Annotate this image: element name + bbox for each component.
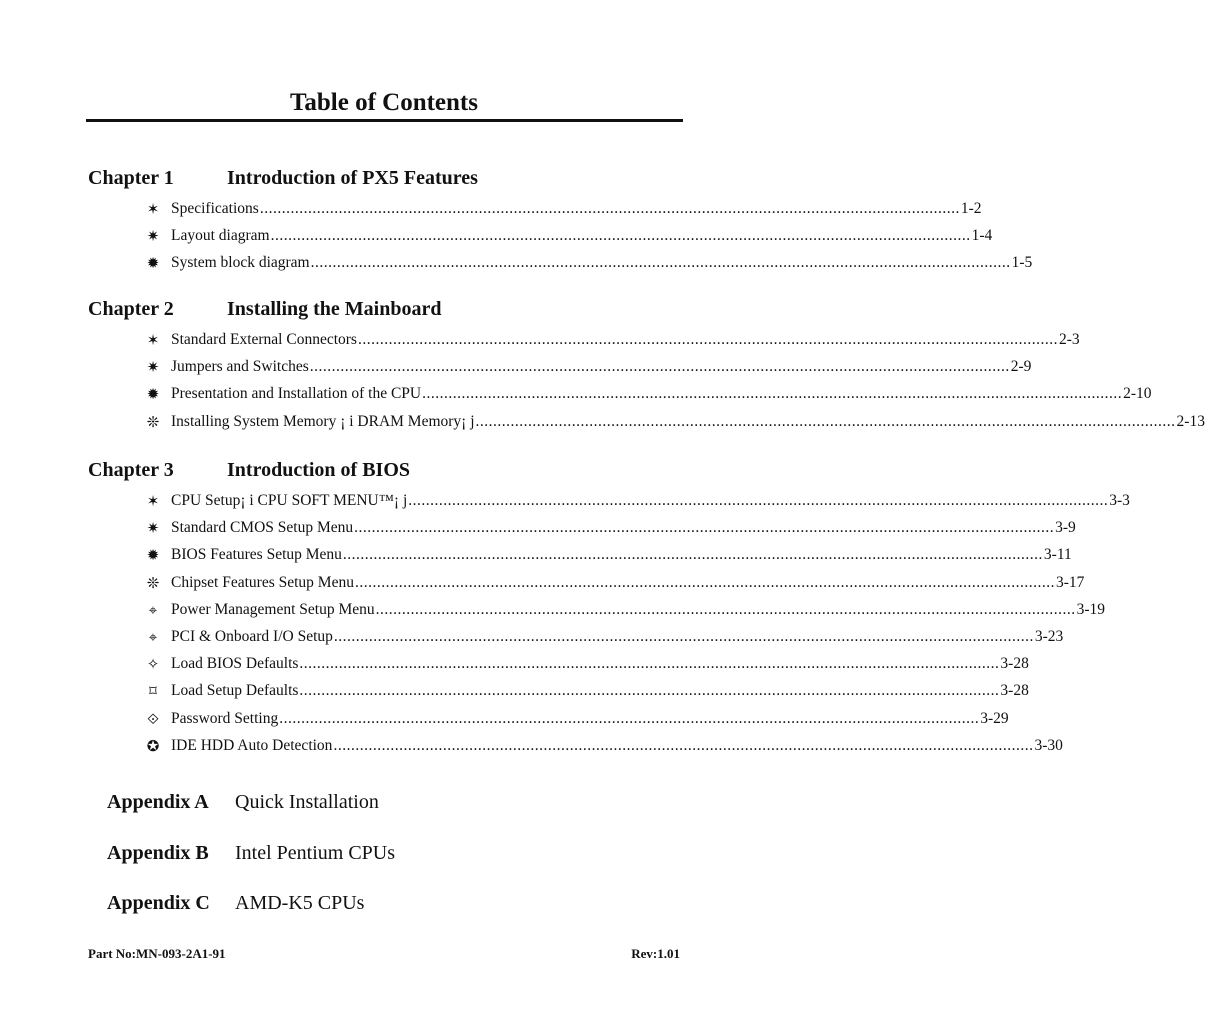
toc-entry-line [171, 226, 993, 246]
toc-entry-text: Standard External Connectors [171, 331, 357, 348]
toc-entry-text: CPU Setup¡ i CPU SOFT MENU™¡ j [171, 492, 408, 509]
toc-entry-line [171, 412, 1205, 432]
toc-entry-line [171, 518, 1076, 538]
toc-entry-text: System block diagram [171, 254, 310, 272]
toc-entry [88, 330, 1080, 357]
toc-entry-line [171, 681, 1029, 701]
toc-entry-line [171, 600, 1106, 620]
dot-leader: ................................................................................................................................................................ [259, 200, 960, 217]
appendix-entry [107, 840, 395, 866]
dot-leader: ................................................................................................................................................................ [279, 709, 980, 727]
dot-leader: ................................................................................................................................................................ [357, 331, 1058, 348]
appendix-label: Appendix B [107, 842, 209, 864]
dot-leader: ................................................................................................................................................................ [422, 385, 1123, 403]
toc-entry [88, 573, 1085, 600]
toc-entry-line [171, 736, 1063, 756]
chapter-title: Introduction of PX5 Features [227, 167, 478, 189]
four-point-star-outline-icon: ✧ [146, 655, 160, 674]
chapter-section [88, 296, 1205, 439]
toc-entry-page: 3-11 [1043, 546, 1072, 564]
dot-leader: ................................................................................................................................................................ [309, 358, 1010, 376]
toc-entry [88, 253, 1033, 280]
toc-entry [88, 545, 1072, 572]
teardrop-asterisk-icon: ❊ [146, 573, 160, 592]
toc-entry-line [171, 253, 1033, 273]
toc-entry [88, 681, 1029, 708]
toc-entry [88, 518, 1076, 545]
six-point-star-icon: ✶ [146, 492, 160, 510]
toc-entry [88, 654, 1029, 681]
toc-entry-text: Specifications [171, 200, 259, 217]
toc-entry-text: Chipset Features Setup Menu [171, 573, 354, 591]
toc-entry-page: 3-17 [1055, 573, 1085, 591]
part-number: Part No:MN-093-2A1-91 [88, 946, 226, 961]
toc-entry-page: 3-28 [1000, 682, 1029, 700]
toc-entry-page: 3-9 [1055, 519, 1076, 537]
toc-entry-line [171, 199, 982, 219]
toc-entry-line [171, 573, 1085, 593]
toc-entry-text: Load BIOS Defaults [171, 655, 299, 673]
toc-entry-page: 3-28 [1000, 655, 1029, 673]
appendix-title: Intel Pentium CPUs [235, 842, 396, 864]
appendix-entry [107, 890, 364, 916]
toc-entry-page: 3-23 [1034, 627, 1064, 645]
dot-leader: ................................................................................................................................................................ [475, 412, 1176, 430]
chapter-heading [88, 296, 683, 322]
chapter-section [88, 457, 1130, 763]
toc-entry-text: Presentation and Installation of the CPU [171, 385, 422, 403]
chapter-label: Chapter 2 [88, 298, 174, 320]
toc-entry-text: BIOS Features Setup Menu [171, 546, 342, 564]
dot-leader: ................................................................................................................................................................ [375, 600, 1076, 618]
page-title: Table of Contents [290, 89, 478, 116]
toc-entry-page: 3-3 [1109, 492, 1130, 509]
crosshair-square-icon: ⌖ [148, 600, 158, 619]
eight-point-star-icon: ✷ [146, 358, 160, 377]
crosshair-circle-icon: ⌖ [148, 627, 158, 646]
six-point-star-icon: ✶ [146, 200, 160, 218]
toc-entry-list [88, 199, 1033, 281]
toc-entry [88, 199, 982, 226]
toc-entry-line [171, 709, 1009, 729]
toc-entry-text: Layout diagram [171, 227, 270, 245]
appendix-label: Appendix A [107, 791, 209, 813]
toc-entry [88, 226, 993, 253]
toc-entry-page: 1-5 [1011, 254, 1033, 272]
chapter-section [88, 165, 1033, 281]
toc-entry-text: Password Setting [171, 709, 279, 727]
appendix-entry [107, 789, 379, 815]
toc-entry-page: 2-10 [1123, 385, 1152, 403]
toc-entry-line [171, 627, 1064, 647]
toc-entry-line [171, 330, 1080, 350]
dot-leader: ................................................................................................................................................................ [354, 573, 1055, 591]
appendix-title: Quick Installation [235, 791, 379, 813]
twelve-point-star-icon: ✹ [146, 254, 160, 273]
toc-entry-page: 1-2 [960, 200, 982, 217]
appendix-label: Appendix C [107, 892, 210, 914]
toc-entry-text: Standard CMOS Setup Menu [171, 519, 354, 537]
toc-entry-line [171, 654, 1029, 674]
circled-star-icon: ✪ [146, 736, 160, 755]
dot-leader: ................................................................................................................................................................ [333, 627, 1034, 645]
toc-entry-page: 2-9 [1010, 358, 1032, 376]
toc-entry-list [88, 491, 1130, 763]
dot-leader: ................................................................................................................................................................ [333, 736, 1034, 754]
dot-leader: ................................................................................................................................................................ [342, 546, 1043, 564]
toc-entry-line [171, 545, 1072, 565]
chapter-heading [88, 457, 683, 483]
appendix-title: AMD-K5 CPUs [235, 892, 365, 914]
dot-leader: ................................................................................................................................................................ [299, 682, 1000, 700]
toc-entry [88, 357, 1032, 384]
toc-entry [88, 600, 1106, 627]
toc-entry-text: PCI & Onboard I/O Setup [171, 627, 333, 645]
dot-leader: ................................................................................................................................................................ [270, 227, 971, 245]
toc-entry-text: Jumpers and Switches [171, 358, 309, 376]
eight-point-star-icon: ✷ [146, 519, 160, 538]
eight-point-star-icon: ✷ [146, 227, 160, 246]
toc-entry-text: Load Setup Defaults [171, 682, 299, 700]
dot-leader: ................................................................................................................................................................ [299, 655, 1000, 673]
toc-entry-text: Power Management Setup Menu [171, 600, 375, 618]
toc-entry-line [171, 384, 1152, 404]
chapter-label: Chapter 1 [88, 167, 174, 189]
toc-entry [88, 736, 1063, 763]
toc-entry [88, 709, 1009, 736]
toc-entry [88, 491, 1130, 518]
diamond-outline-icon: ⟐ [147, 709, 159, 728]
toc-entry-page: 1-4 [971, 227, 993, 245]
toc-entry-text: Installing System Memory ¡ i DRAM Memory¡ j [171, 412, 475, 430]
toc-entry [88, 412, 1205, 439]
dot-leader: ................................................................................................................................................................ [408, 492, 1109, 509]
square-lozenge-icon: ⌑ [149, 682, 157, 701]
twelve-point-star-icon: ✹ [146, 546, 160, 565]
toc-entry-page: 3-19 [1076, 600, 1106, 618]
chapter-title: Introduction of BIOS [227, 459, 411, 481]
toc-entry-line [171, 357, 1032, 377]
twelve-point-star-icon: ✹ [146, 385, 160, 404]
toc-entry [88, 384, 1152, 411]
toc-entry-page: 2-3 [1058, 331, 1080, 348]
toc-entry-page: 2-13 [1176, 412, 1205, 430]
teardrop-asterisk-icon: ❊ [146, 412, 160, 431]
chapter-label: Chapter 3 [88, 459, 174, 481]
dot-leader: ................................................................................................................................................................ [354, 519, 1055, 537]
title-rule [86, 119, 683, 122]
chapter-heading [88, 165, 683, 191]
toc-entry-line [171, 491, 1130, 511]
toc-entry [88, 627, 1064, 654]
toc-entry-list [88, 330, 1205, 439]
dot-leader: ................................................................................................................................................................ [310, 254, 1011, 272]
chapter-title: Installing the Mainboard [227, 298, 442, 320]
revision: Rev:1.01 [631, 946, 680, 961]
six-point-star-icon: ✶ [146, 331, 160, 349]
toc-entry-text: IDE HDD Auto Detection [171, 736, 333, 754]
toc-entry-page: 3-29 [980, 709, 1009, 727]
toc-entry-page: 3-30 [1034, 736, 1063, 754]
